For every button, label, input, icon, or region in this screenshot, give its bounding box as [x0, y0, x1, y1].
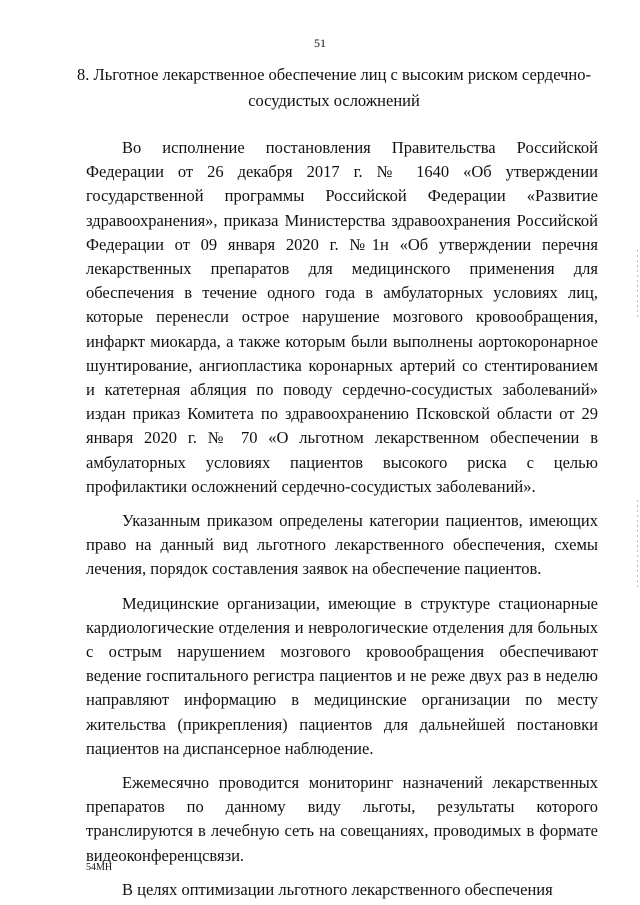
paragraph: Указанным приказом определены категории пациентов, имеющих право на данный вид льготного лекарственного обеспечения, схемы лечения, порядок составления заявок на обеспечение пациентов. [86, 511, 598, 579]
paragraph: Во исполнение постановления Правительства Российской Федерации от 26 декабря 2017 г. № 1640 «Об утверждении государственной программы Российской Федерации «Развитие здравоохранения», приказа Министерства здравоохранения Российской Федерации от 09 января 2020 г. №1н «Об утверждении перечня лекарственных препаратов для медицинского применения для обеспечения в течение одного года в амбулаторных условиях лиц, которые перенесли острое нарушение мозгового кровообращения, инфаркт миокарда, а также которым были выполнены аортокоронарное шунтирование, ангиопластика коронарных артерий со стентированием и катетерная абляция по поводу сердечно-сосудистых заболеваний» издан приказ Комитета по здравоохранению Псковской области от 29 января 2020 г. № 70 «О льготном лекарственном обеспечении в амбулаторных условиях пациентов высокого риска с целью профилактики осложнений сердечно-сосудистых заболеваний». [86, 138, 598, 496]
page-number: 51 [314, 36, 326, 50]
paragraph: Ежемесячно проводится мониторинг назначений лекарственных препаратов по данному виду льготы, результаты которого транслируются в лечебную сеть на совещаниях, проводимых в формате видеоконференцсвязи. [86, 773, 598, 865]
footer-code: 54МН [86, 862, 113, 873]
body-text [86, 136, 598, 902]
section-heading: 8. Льготное лекарственное обеспечение лиц с высоким риском сердечно-сосудистых осложнений [77, 65, 591, 110]
scan-edge-mark [637, 500, 638, 590]
paragraph: В целях оптимизации льготного лекарственного обеспечения [122, 879, 553, 899]
scan-edge-mark [637, 250, 638, 320]
paragraph: Медицинские организации, имеющие в структуре стационарные кардиологические отделения и неврологические отделения для больных с острым нарушением мозгового кровообращения обеспечивают ведение госпитального регистра пациентов и не реже двух раз в неделю направляют информацию в медицинские организации по месту жительства (прикрепления) пациентов для дальнейшей постановки пациентов на диспансерное наблюдение. [86, 593, 598, 758]
